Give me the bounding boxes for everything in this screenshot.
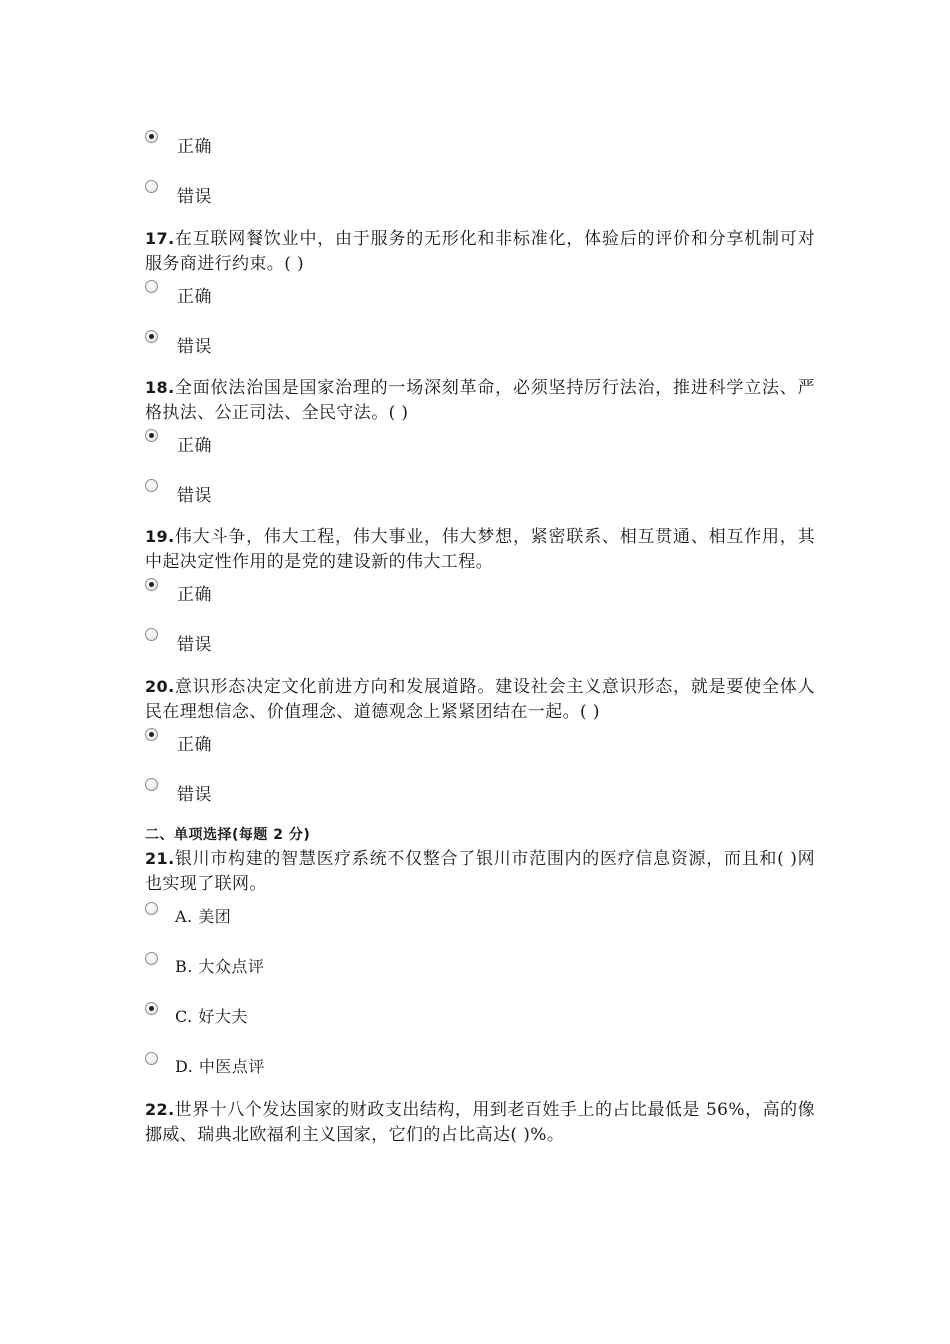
radio-button[interactable] <box>145 902 158 915</box>
question-20 <box>145 674 815 725</box>
question-number: 20. <box>145 677 175 696</box>
option-label: 正确 <box>177 735 212 755</box>
question-19 <box>145 524 815 575</box>
radio-button-checked[interactable] <box>145 330 158 343</box>
section-heading: 二、单项选择(每题 2 分) <box>145 827 311 843</box>
option-label: A. 美团 <box>175 907 232 926</box>
option-label: 正确 <box>177 436 212 456</box>
radio-button[interactable] <box>145 180 158 193</box>
radio-button[interactable] <box>145 280 158 293</box>
option-label: 错误 <box>177 187 212 207</box>
question-text: 全面依法治国是国家治理的一场深刻革命，必须坚持厉行法治，推进科学立法、严格执法、公正司法、全民守法。( ) <box>145 378 815 423</box>
question-18 <box>145 375 815 426</box>
question-number: 18. <box>145 378 175 397</box>
question-17 <box>145 226 815 277</box>
question-text: 意识形态决定文化前进方向和发展道路。建设社会主义意识形态，就是要使全体人民在理想信念、价值理念、道德观念上紧紧团结在一起。( ) <box>145 677 815 722</box>
radio-button-checked[interactable] <box>145 130 158 143</box>
option-label: 正确 <box>177 585 212 605</box>
option-label: 错误 <box>177 337 212 357</box>
option-label: B. 大众点评 <box>175 957 265 976</box>
question-text: 银川市构建的智慧医疗系统不仅整合了银川市范围内的医疗信息资源，而且和( )网也实现了联网。 <box>145 849 815 894</box>
option-label: 错误 <box>177 785 212 805</box>
radio-button[interactable] <box>145 952 158 965</box>
question-number: 19. <box>145 527 175 546</box>
question-number: 17. <box>145 229 175 248</box>
radio-button-checked[interactable] <box>145 728 158 741</box>
radio-button[interactable] <box>145 778 158 791</box>
radio-button-checked[interactable] <box>145 429 158 442</box>
radio-button[interactable] <box>145 628 158 641</box>
question-21 <box>145 846 815 897</box>
question-number: 22. <box>145 1100 175 1119</box>
option-label: C. 好大夫 <box>175 1007 248 1026</box>
option-label: 错误 <box>177 486 212 506</box>
option-label: 错误 <box>177 635 212 655</box>
radio-button[interactable] <box>145 1052 158 1065</box>
option-label: 正确 <box>177 137 212 157</box>
radio-button-checked[interactable] <box>145 1002 158 1015</box>
radio-button-checked[interactable] <box>145 578 158 591</box>
radio-button[interactable] <box>145 479 158 492</box>
question-text: 伟大斗争，伟大工程，伟大事业，伟大梦想，紧密联系、相互贯通、相互作用，其中起决定性作用的是党的建设新的伟大工程。 <box>145 527 815 572</box>
question-22 <box>145 1097 815 1148</box>
question-text: 世界十八个发达国家的财政支出结构，用到老百姓手上的占比最低是 56%，高的像挪威、瑞典北欧福利主义国家，它们的占比高达( )%。 <box>145 1100 815 1145</box>
option-label: D. 中医点评 <box>175 1057 265 1076</box>
option-label: 正确 <box>177 287 212 307</box>
question-text: 在互联网餐饮业中，由于服务的无形化和非标准化，体验后的评价和分享机制可对服务商进行约束。( ) <box>145 229 815 274</box>
question-number: 21. <box>145 849 175 868</box>
